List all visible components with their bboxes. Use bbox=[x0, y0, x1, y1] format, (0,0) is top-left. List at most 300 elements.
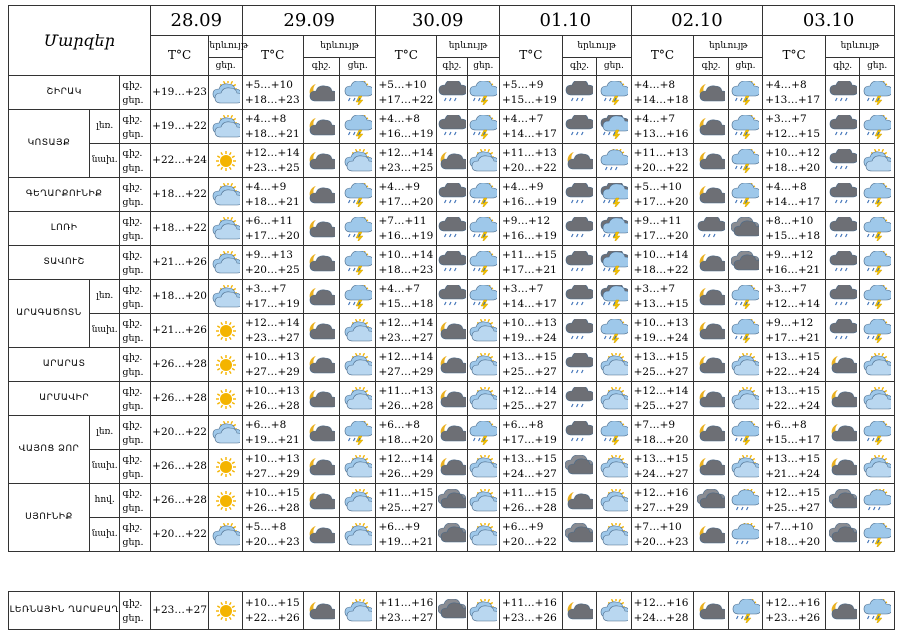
weather-icon-cell bbox=[562, 144, 596, 178]
weather-icon-cell bbox=[467, 314, 499, 348]
day-temp: +17…+20 bbox=[244, 229, 300, 242]
sun-cloud-storm-icon bbox=[863, 599, 891, 623]
sun-cloud-storm-icon bbox=[469, 285, 497, 309]
day-temp: +14…+17 bbox=[765, 195, 821, 208]
day1-temp: +19…+23 bbox=[150, 76, 209, 110]
night-temp: +13…+15 bbox=[633, 452, 689, 465]
night-temp: +5…+10 bbox=[378, 78, 427, 91]
weather-icon-cell bbox=[694, 416, 728, 450]
night-day-labels bbox=[120, 314, 150, 348]
night-label: գիշ. bbox=[122, 487, 143, 499]
night-temp: +6…+11 bbox=[244, 214, 293, 227]
sun-cloud-storm-icon bbox=[731, 115, 759, 139]
weather-icon-cell bbox=[467, 110, 499, 144]
temp-range bbox=[499, 314, 562, 348]
sun-cloud-storm-icon bbox=[731, 183, 759, 207]
region-name: ԱՐԱԳԱԾՈՏՆ bbox=[9, 280, 90, 348]
day-temp: +16…+19 bbox=[501, 195, 557, 208]
sun-cloud-icon bbox=[212, 81, 240, 105]
weather-icon-cell bbox=[437, 76, 467, 110]
temp-range bbox=[631, 484, 694, 518]
weather-icon-cell bbox=[467, 144, 499, 178]
weather-icon-cell bbox=[597, 382, 631, 416]
cloud-rain-icon bbox=[438, 183, 466, 207]
temp-range bbox=[499, 76, 562, 110]
sun-icon bbox=[212, 455, 240, 479]
cloud-storm-icon bbox=[600, 217, 628, 241]
region-name: ԱՐՄԱՎԻՐ bbox=[9, 382, 120, 416]
cloud-storm-icon bbox=[600, 115, 628, 139]
temp-range bbox=[242, 382, 303, 416]
cloud-rain-icon bbox=[565, 387, 593, 411]
weather-icon-cell bbox=[340, 212, 376, 246]
temp-range bbox=[499, 144, 562, 178]
sun-cloud-storm-icon bbox=[731, 285, 759, 309]
weather-icon-cell bbox=[728, 178, 762, 212]
night-temp: +4…+7 bbox=[378, 282, 420, 295]
weather-icon-cell bbox=[728, 246, 762, 280]
temp-range bbox=[499, 110, 562, 144]
temp-range bbox=[242, 246, 303, 280]
temp-range bbox=[242, 178, 303, 212]
weather-icon-cell bbox=[694, 110, 728, 144]
sun-cloud-icon bbox=[344, 319, 372, 343]
sun-cloud-storm-icon bbox=[731, 81, 759, 105]
cloud-rain-icon bbox=[565, 115, 593, 139]
weather-icon-cell bbox=[303, 348, 339, 382]
temp-range bbox=[242, 110, 303, 144]
cloud-dark-icon bbox=[438, 523, 466, 547]
day-temp: +27…+29 bbox=[633, 501, 689, 514]
day-label: ցեր. bbox=[122, 162, 144, 174]
weather-icon-cell bbox=[860, 518, 895, 552]
moon-cloud-icon bbox=[307, 319, 335, 343]
day-temp: +18…+23 bbox=[378, 263, 434, 276]
day-temp: +20…+23 bbox=[244, 535, 300, 548]
temp-range bbox=[242, 76, 303, 110]
sun-cloud-storm-icon bbox=[344, 81, 372, 105]
sun-cloud-icon bbox=[344, 523, 372, 547]
night-temp: +9…+12 bbox=[765, 316, 814, 329]
night-temp: +12…+14 bbox=[501, 384, 557, 397]
night-temp: +3…+7 bbox=[244, 282, 287, 295]
day-temp: +24…+28 bbox=[633, 611, 689, 624]
day-label: ցեր. bbox=[122, 128, 144, 140]
temp-range bbox=[631, 416, 694, 450]
weather-icon-cell bbox=[467, 484, 499, 518]
weather-icon-cell bbox=[694, 212, 728, 246]
temp-range bbox=[376, 144, 437, 178]
temp-range bbox=[763, 246, 826, 280]
weather-icon-cell bbox=[303, 280, 339, 314]
cloud-rain-icon bbox=[565, 81, 593, 105]
weather-icon-cell bbox=[303, 592, 339, 630]
temp-range bbox=[500, 592, 563, 630]
day-label: ցեր. bbox=[122, 434, 144, 446]
weather-icon-cell bbox=[562, 178, 596, 212]
temp-range bbox=[242, 416, 303, 450]
sun-icon bbox=[212, 387, 240, 411]
night-temp: +4…+9 bbox=[378, 180, 420, 193]
day-temp: +12…+15 bbox=[765, 127, 821, 140]
day-subheader: ցեր. bbox=[728, 58, 762, 76]
weather-icon-cell bbox=[562, 314, 596, 348]
day-label: ցեր. bbox=[122, 502, 144, 514]
day-temp: +17…+22 bbox=[378, 93, 434, 106]
night-temp: +3…+7 bbox=[633, 282, 676, 295]
cloud-rain-icon bbox=[565, 285, 593, 309]
night-day-labels bbox=[120, 212, 150, 246]
temp-range bbox=[499, 280, 562, 314]
weather-icon-cell bbox=[728, 212, 762, 246]
weather-icon-cell bbox=[340, 592, 376, 630]
cloud-dark-icon bbox=[438, 599, 466, 623]
weather-icon-cell bbox=[825, 348, 859, 382]
sun-icon bbox=[212, 353, 240, 377]
night-day-labels bbox=[120, 348, 150, 382]
day-temp: +17…+20 bbox=[633, 229, 689, 242]
night-temp: +11…+15 bbox=[501, 486, 557, 499]
weather-icon-cell bbox=[437, 212, 467, 246]
night-temp: +6…+8 bbox=[765, 418, 807, 431]
night-temp: +11…+16 bbox=[378, 596, 434, 609]
night-label: գիշ. bbox=[122, 249, 143, 261]
sun-cloud-icon bbox=[469, 387, 497, 411]
sun-cloud-icon bbox=[212, 217, 240, 241]
weather-icon-cell bbox=[209, 178, 242, 212]
cloud-rain-icon bbox=[829, 149, 857, 173]
day-temp: +27…+29 bbox=[244, 365, 300, 378]
night-day-labels bbox=[120, 518, 150, 552]
sun-cloud-storm-icon bbox=[469, 115, 497, 139]
day-temp: +14…+17 bbox=[501, 297, 557, 310]
weather-icon-cell bbox=[437, 416, 467, 450]
weather-icon-cell bbox=[340, 382, 376, 416]
sun-cloud-icon bbox=[344, 489, 372, 513]
weather-icon-cell bbox=[467, 518, 499, 552]
day1-temp: +18…+22 bbox=[150, 212, 209, 246]
sun-cloud-icon bbox=[212, 421, 240, 445]
table-row bbox=[9, 518, 895, 552]
day-temp: +26…+28 bbox=[244, 501, 300, 514]
sun-cloud-icon bbox=[600, 599, 628, 623]
weather-icon-cell bbox=[209, 348, 242, 382]
night-temp: +11…+16 bbox=[502, 596, 557, 609]
day-temp: +15…+19 bbox=[501, 93, 557, 106]
temp-range bbox=[763, 416, 826, 450]
cloud-dark-icon bbox=[829, 489, 857, 513]
weather-icon-cell bbox=[303, 450, 339, 484]
cloud-rain-icon bbox=[829, 285, 857, 309]
temp-range bbox=[376, 592, 437, 630]
night-subheader: գիշ. bbox=[694, 58, 728, 76]
weather-icon-cell bbox=[825, 178, 859, 212]
weather-icon-cell bbox=[209, 76, 242, 110]
night-temp: +11…+15 bbox=[378, 486, 434, 499]
day-label: ցեր. bbox=[122, 230, 144, 242]
day-temp: +26…+29 bbox=[378, 467, 434, 480]
day-temp: +23…+25 bbox=[378, 161, 434, 174]
date-header: 03.10 bbox=[763, 6, 895, 36]
night-temp: +11…+13 bbox=[501, 146, 557, 159]
night-temp: +12…+14 bbox=[244, 316, 300, 329]
night-temp: +5…+10 bbox=[244, 78, 293, 91]
day1-temp: +26…+28 bbox=[150, 348, 209, 382]
weather-icon-cell bbox=[562, 518, 596, 552]
night-temp: +7…+9 bbox=[633, 418, 676, 431]
night-label: գիշ. bbox=[122, 215, 143, 227]
subregion-label: նախ. bbox=[89, 144, 119, 178]
day-temp: +18…+22 bbox=[633, 263, 689, 276]
weather-icon-cell bbox=[825, 518, 859, 552]
temp-range bbox=[376, 212, 437, 246]
weather-icon-cell bbox=[825, 110, 859, 144]
cloud-rain-icon bbox=[829, 319, 857, 343]
night-temp: +4…+7 bbox=[633, 112, 676, 125]
night-temp: +10…+13 bbox=[501, 316, 557, 329]
weather-icon-cell bbox=[467, 348, 499, 382]
weather-icon-cell bbox=[597, 110, 631, 144]
subregion-label: նախ. bbox=[89, 450, 119, 484]
temp-range bbox=[631, 450, 694, 484]
subregion-label: նախ. bbox=[89, 314, 119, 348]
day-subheader: ցեր. bbox=[209, 58, 242, 76]
day-label: ցեր. bbox=[122, 94, 144, 106]
day-temp: +19…+21 bbox=[244, 433, 300, 446]
day-temp: +22…+24 bbox=[765, 365, 821, 378]
day-temp: +18…+23 bbox=[244, 93, 300, 106]
night-label: գիշ. bbox=[122, 283, 143, 295]
table-row bbox=[9, 484, 895, 518]
sun-cloud-storm-icon bbox=[344, 285, 372, 309]
weather-icon-cell bbox=[340, 416, 376, 450]
weather-icon-cell bbox=[597, 416, 631, 450]
night-temp: +4…+9 bbox=[244, 180, 287, 193]
weather-icon-cell bbox=[825, 484, 859, 518]
moon-cloud-icon bbox=[697, 523, 725, 547]
day-label: ցեր. bbox=[122, 332, 144, 344]
day-temp: +20…+25 bbox=[244, 263, 300, 276]
sun-cloud-storm-icon bbox=[731, 149, 759, 173]
day-temp: +25…+27 bbox=[501, 399, 557, 412]
weather-icon-cell bbox=[694, 314, 728, 348]
weather-icon-cell bbox=[597, 518, 631, 552]
weather-icon-cell bbox=[860, 348, 895, 382]
sun-cloud-icon bbox=[731, 387, 759, 411]
sun-cloud-icon bbox=[469, 599, 497, 623]
moon-cloud-icon bbox=[829, 599, 857, 623]
night-temp: +12…+14 bbox=[378, 316, 434, 329]
day-temp: +26…+28 bbox=[378, 399, 434, 412]
cloud-rain-icon bbox=[565, 353, 593, 377]
weather-icon-cell bbox=[694, 144, 728, 178]
weather-icon-cell bbox=[825, 212, 859, 246]
weather-icon-cell bbox=[303, 144, 339, 178]
day-temp: +13…+15 bbox=[633, 297, 689, 310]
table-row bbox=[9, 110, 895, 144]
temp-range bbox=[242, 592, 303, 630]
night-temp: +12…+14 bbox=[378, 350, 434, 363]
moon-cloud-icon bbox=[307, 421, 335, 445]
weather-icon-cell bbox=[340, 484, 376, 518]
regions-header: Մարզեր bbox=[9, 6, 151, 76]
sun-cloud-storm-icon bbox=[469, 217, 497, 241]
temp-range bbox=[242, 280, 303, 314]
night-temp: +10…+12 bbox=[765, 146, 821, 159]
day-temp: +18…+20 bbox=[378, 433, 434, 446]
weather-icon-cell bbox=[728, 314, 762, 348]
weather-icon-cell bbox=[437, 518, 467, 552]
moon-cloud-icon bbox=[697, 599, 725, 623]
cloud-rain-icon bbox=[438, 115, 466, 139]
weather-icon-cell bbox=[728, 110, 762, 144]
cloud-rain-icon bbox=[829, 81, 857, 105]
sun-cloud-rain-icon bbox=[600, 149, 628, 173]
night-label: գիշ. bbox=[122, 79, 143, 91]
day-temp: +15…+18 bbox=[378, 297, 434, 310]
night-label: գիշ. bbox=[122, 147, 143, 159]
weather-icon-cell bbox=[825, 280, 859, 314]
night-subheader: գիշ. bbox=[303, 58, 339, 76]
table-row bbox=[9, 280, 895, 314]
night-temp: +4…+7 bbox=[501, 112, 544, 125]
sun-cloud-storm-icon bbox=[863, 285, 891, 309]
sun-cloud-storm-icon bbox=[863, 217, 891, 241]
day-temp: +24…+27 bbox=[633, 467, 689, 480]
subregion-label: հով. bbox=[89, 484, 119, 518]
night-temp: +7…+11 bbox=[378, 214, 427, 227]
night-day-labels bbox=[120, 246, 150, 280]
weather-icon-cell bbox=[437, 382, 467, 416]
moon-cloud-icon bbox=[829, 455, 857, 479]
temp-range bbox=[242, 212, 303, 246]
weather-icon-cell bbox=[597, 178, 631, 212]
sun-cloud-icon bbox=[212, 183, 240, 207]
day-temp: +16…+19 bbox=[501, 229, 557, 242]
weather-icon-cell bbox=[597, 212, 631, 246]
sun-cloud-storm-icon bbox=[469, 81, 497, 105]
temp-range bbox=[376, 314, 437, 348]
temp-header: T°C bbox=[242, 36, 303, 76]
region-name: ՇԻՐԱԿ bbox=[9, 76, 120, 110]
weather-icon-cell bbox=[597, 280, 631, 314]
day-temp: +18…+20 bbox=[633, 433, 689, 446]
night-temp: +4…+8 bbox=[244, 112, 287, 125]
weather-icon-cell bbox=[340, 314, 376, 348]
cloud-storm-icon bbox=[600, 251, 628, 275]
night-temp: +12…+16 bbox=[633, 596, 689, 609]
moon-cloud-icon bbox=[697, 115, 725, 139]
night-temp: +13…+15 bbox=[765, 384, 821, 397]
day-temp: +26…+28 bbox=[501, 501, 557, 514]
moon-cloud-icon bbox=[438, 387, 466, 411]
temp-range bbox=[763, 382, 826, 416]
day1-temp: +23…+27 bbox=[150, 592, 209, 630]
weather-icon-cell bbox=[209, 246, 242, 280]
night-temp: +9…+12 bbox=[765, 248, 814, 261]
day-temp: +23…+26 bbox=[765, 611, 821, 624]
sun-cloud-storm-icon bbox=[469, 251, 497, 275]
night-temp: +10…+13 bbox=[633, 316, 689, 329]
temp-range bbox=[376, 382, 437, 416]
cloud-dark-icon bbox=[731, 251, 759, 275]
weather-icon-cell bbox=[860, 144, 895, 178]
night-temp: +4…+8 bbox=[633, 78, 676, 91]
sun-cloud-storm-icon bbox=[863, 523, 891, 547]
night-day-labels bbox=[120, 110, 150, 144]
weather-icon-cell bbox=[303, 76, 339, 110]
weather-icon-cell bbox=[694, 382, 728, 416]
day-temp: +18…+21 bbox=[244, 195, 300, 208]
temp-range bbox=[242, 484, 303, 518]
sun-cloud-rain-icon bbox=[731, 489, 759, 513]
night-temp: +7…+10 bbox=[633, 520, 682, 533]
weather-icon-cell bbox=[209, 314, 242, 348]
weather-icon-cell bbox=[694, 450, 728, 484]
weather-icon-cell bbox=[728, 450, 762, 484]
cloud-rain-icon bbox=[565, 251, 593, 275]
night-label: գիշ. bbox=[122, 351, 143, 363]
temp-header: T°C bbox=[376, 36, 437, 76]
temp-range bbox=[376, 110, 437, 144]
weather-icon-cell bbox=[562, 484, 596, 518]
date-header: 28.09 bbox=[150, 6, 242, 36]
temp-range bbox=[631, 76, 694, 110]
moon-cloud-icon bbox=[307, 217, 335, 241]
temp-range bbox=[376, 450, 437, 484]
weather-icon-cell bbox=[303, 382, 339, 416]
night-day-labels bbox=[120, 484, 150, 518]
cloud-dark-icon bbox=[438, 489, 466, 513]
night-temp: +6…+8 bbox=[501, 418, 544, 431]
moon-cloud-icon bbox=[565, 599, 593, 623]
day-temp: +15…+18 bbox=[765, 229, 821, 242]
day-temp: +22…+24 bbox=[765, 399, 821, 412]
day-subheader: ցեր. bbox=[860, 58, 895, 76]
sun-cloud-icon bbox=[731, 455, 759, 479]
sun-cloud-rain-icon bbox=[863, 489, 891, 513]
weather-icon-cell bbox=[728, 348, 762, 382]
sun-cloud-storm-icon bbox=[600, 81, 628, 105]
night-temp: +8…+10 bbox=[765, 214, 814, 227]
night-temp: +13…+15 bbox=[765, 452, 821, 465]
sun-cloud-storm-icon bbox=[600, 319, 628, 343]
weather-icon-cell bbox=[860, 280, 895, 314]
moon-cloud-icon bbox=[307, 115, 335, 139]
temp-header: T°C bbox=[631, 36, 694, 76]
temp-range bbox=[499, 246, 562, 280]
temp-range bbox=[376, 484, 437, 518]
weather-icon-cell bbox=[860, 212, 895, 246]
temp-range bbox=[631, 246, 694, 280]
weather-icon-cell bbox=[303, 246, 339, 280]
sun-cloud-storm-icon bbox=[469, 183, 497, 207]
sun-cloud-icon bbox=[600, 387, 628, 411]
cloud-rain-icon bbox=[565, 183, 593, 207]
night-temp: +10…+13 bbox=[244, 350, 300, 363]
night-label: գիշ. bbox=[122, 181, 143, 193]
weather-icon-cell bbox=[860, 416, 895, 450]
day1-temp: +20…+22 bbox=[150, 416, 209, 450]
date-header: 01.10 bbox=[499, 6, 631, 36]
sun-cloud-icon bbox=[344, 599, 372, 623]
moon-cloud-icon bbox=[438, 353, 466, 377]
night-temp: +4…+8 bbox=[765, 78, 807, 91]
moon-cloud-icon bbox=[565, 149, 593, 173]
table-row bbox=[9, 416, 895, 450]
temp-range bbox=[376, 416, 437, 450]
temp-range bbox=[499, 212, 562, 246]
